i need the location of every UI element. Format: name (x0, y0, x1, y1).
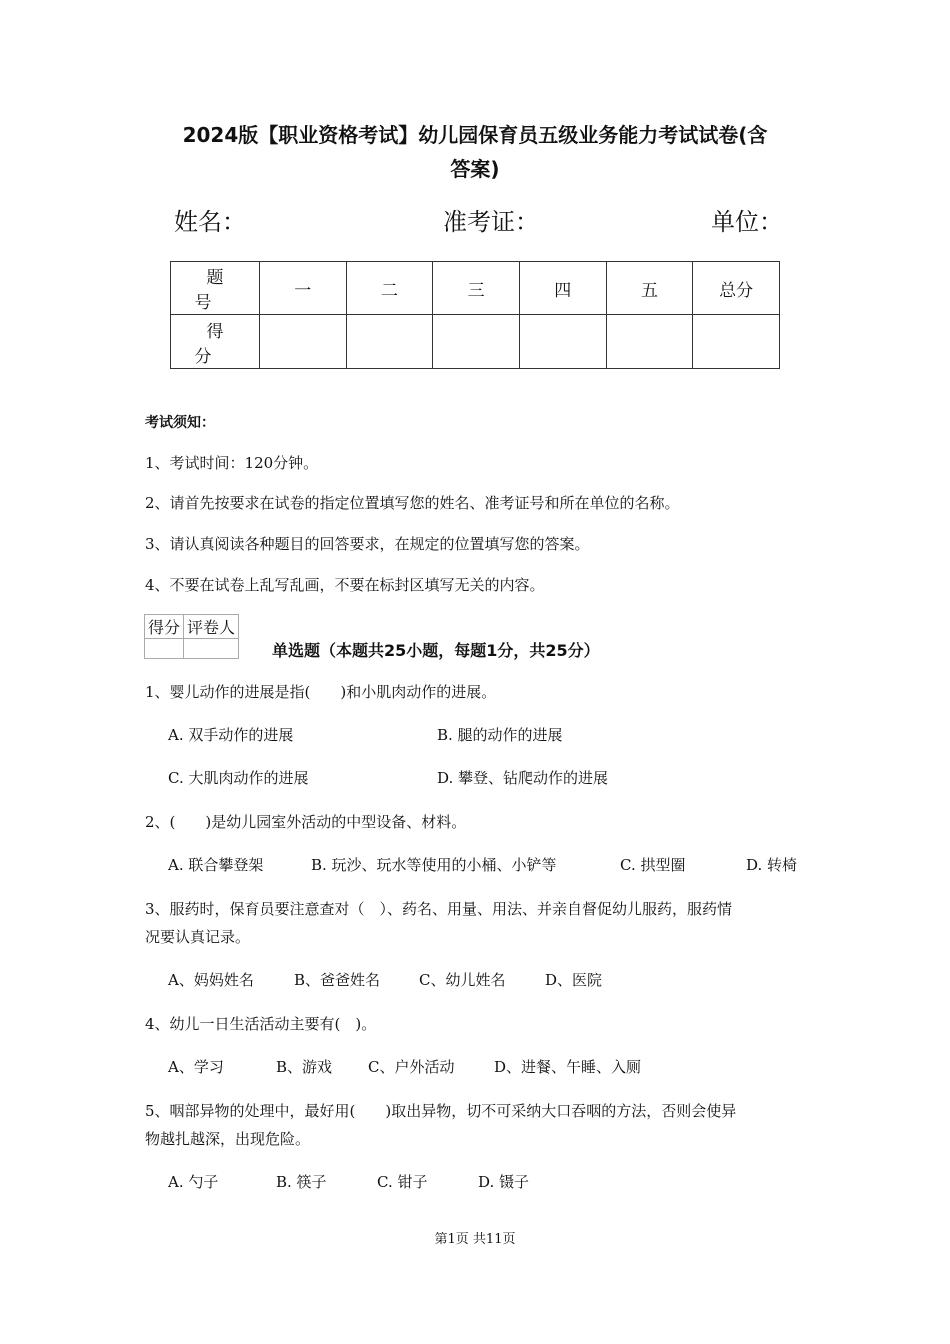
question-stem: 4、幼儿一日生活活动主要有( )。 (145, 1015, 377, 1033)
option: C. 钳子 (377, 1173, 428, 1191)
score-cell (433, 315, 520, 369)
option: D. 镊子 (478, 1173, 530, 1191)
score-cell (606, 315, 693, 369)
notice-item: 1、考试时间：120分钟。 (145, 454, 319, 472)
col-2: 二 (346, 262, 433, 315)
option: C. 拱型圈 (620, 856, 686, 874)
option: B、爸爸姓名 (294, 971, 381, 989)
grader-name-cell (184, 639, 239, 659)
document-title (140, 118, 810, 186)
unit-field-label: 单位： (711, 208, 783, 236)
option: D. 转椅 (746, 856, 798, 874)
col-5: 五 (606, 262, 693, 315)
option: A、学习 (168, 1058, 224, 1076)
option: C、户外活动 (368, 1058, 455, 1076)
question-stem: 2、( )是幼儿园室外活动的中型设备、材料。 (145, 813, 467, 831)
score-cell (259, 315, 346, 369)
col-total: 总分 (693, 262, 780, 315)
option: C. 大肌肉动作的进展 (168, 769, 309, 787)
col-3: 三 (433, 262, 520, 315)
score-table-header-row (171, 262, 780, 315)
notice-item: 3、请认真阅读各种题目的回答要求，在规定的位置填写您的答案。 (145, 535, 590, 553)
option: A. 双手动作的进展 (168, 726, 294, 744)
option: D. 攀登、钻爬动作的进展 (437, 769, 609, 787)
question-stem: 3、服药时，保育员要注意查对（ ）、药名、用量、用法、并亲自督促幼儿服药，服药情 (145, 900, 733, 918)
option: A. 勺子 (168, 1173, 219, 1191)
section-heading: 单选题（本题共25小题，每题1分，共25分） (272, 641, 600, 660)
grader-score-label: 得分 (145, 615, 184, 639)
grader-name-label: 评卷人 (184, 615, 239, 639)
option: D、医院 (545, 971, 603, 989)
notice-item: 2、请首先按要求在试卷的指定位置填写您的姓名、准考证号和所在单位的名称。 (145, 494, 680, 512)
option: B. 筷子 (276, 1173, 327, 1191)
option: B、游戏 (276, 1058, 333, 1076)
score-table-score-row (171, 315, 780, 369)
page-footer: 第1页 共11页 (434, 1232, 516, 1247)
option: A、妈妈姓名 (168, 971, 254, 989)
question-stem: 1、婴儿动作的进展是指( )和小肌肉动作的进展。 (145, 683, 497, 701)
title-line-1: 2024版【职业资格考试】幼儿园保育员五级业务能力考试试卷(含 (182, 123, 768, 147)
option: A. 联合攀登架 (168, 856, 264, 874)
question-stem: 5、咽部异物的处理中，最好用( )取出异物，切不可采纳大口吞咽的方法，否则会使异 (145, 1102, 737, 1120)
row-label-question-number: 题号 (194, 268, 248, 313)
col-1: 一 (259, 262, 346, 315)
exam-id-field-label: 准考证： (443, 208, 539, 236)
score-cell (693, 315, 780, 369)
score-table (170, 261, 780, 369)
option: D、进餐、午睡、入厕 (494, 1058, 642, 1076)
option: B. 腿的动作的进展 (437, 726, 563, 744)
notice-heading: 考试须知： (145, 415, 215, 431)
grader-box (144, 614, 239, 659)
title-line-2: 答案) (450, 157, 500, 181)
score-cell (519, 315, 606, 369)
question-stem-continued: 物越扎越深，出现危险。 (145, 1130, 311, 1148)
row-label-score: 得分 (194, 321, 248, 367)
grader-score-cell (145, 639, 184, 659)
option: C、幼儿姓名 (419, 971, 506, 989)
question-stem-continued: 况要认真记录。 (145, 928, 251, 946)
col-4: 四 (519, 262, 606, 315)
option: B. 玩沙、玩水等使用的小桶、小铲等 (311, 856, 557, 874)
name-field-label: 姓名： (174, 208, 246, 236)
score-cell (346, 315, 433, 369)
notice-item: 4、不要在试卷上乱写乱画，不要在标封区填写无关的内容。 (145, 576, 545, 594)
